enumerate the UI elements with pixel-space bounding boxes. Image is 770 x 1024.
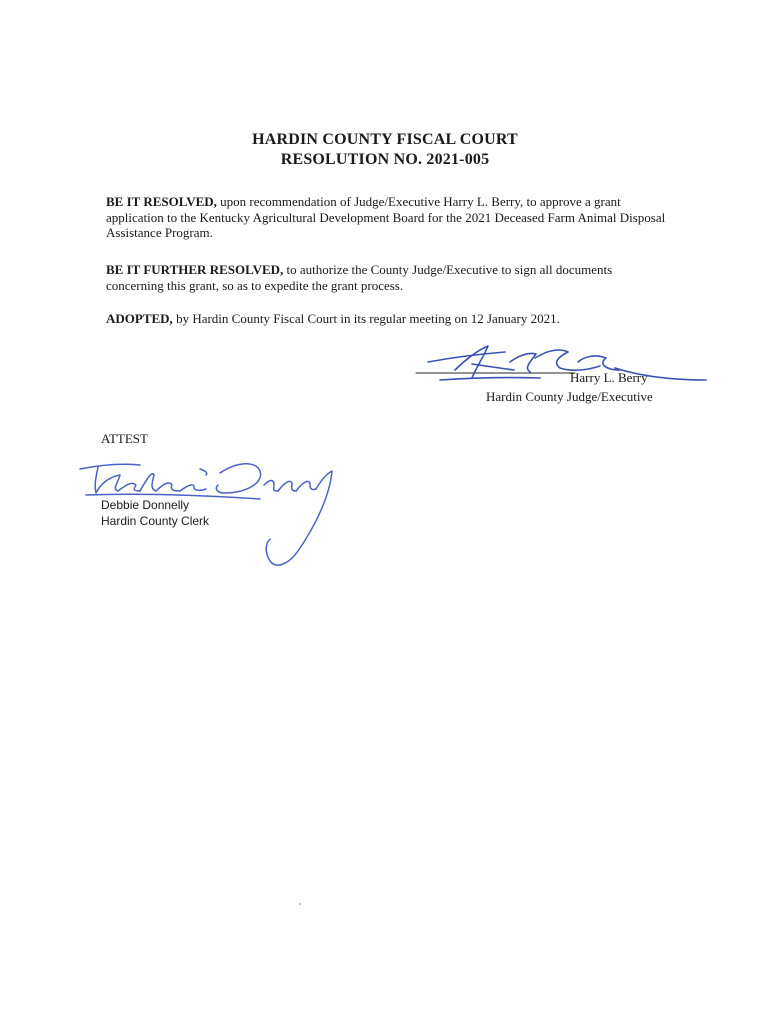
resolution-number: RESOLUTION NO. 2021-005: [280, 151, 490, 168]
scan-speck: [299, 903, 301, 905]
judge-name: Harry L. Berry: [570, 370, 648, 385]
judge-signature: [410, 340, 710, 395]
judge-title: Hardin County Judge/Executive: [486, 389, 653, 404]
clerk-name: Debbie Donnelly: [101, 498, 190, 512]
document-title: HARDIN COUNTY FISCAL COURT: [252, 131, 518, 148]
paragraph-lead: ADOPTED,: [106, 311, 173, 326]
paragraph-lead: BE IT RESOLVED,: [106, 194, 217, 209]
paragraph-lead: BE IT FURTHER RESOLVED,: [106, 262, 284, 277]
clerk-title: Hardin County Clerk: [101, 514, 210, 528]
document-header: [0, 130, 770, 170]
resolution-paragraph: [106, 194, 666, 241]
attest-label: ATTEST: [101, 431, 148, 446]
paragraph-text: by Hardin County Fiscal Court in its regular meeting on 12 January 2021.: [172, 311, 560, 326]
paragraph-text: to authorize the County Judge/Executive to sign all documents concerning this grant, so as to expedite the grant process.: [106, 262, 613, 293]
paragraph-text: upon recommendation of Judge/Executive Harry L. Berry, to approve a grant application to the Kentucky Agricultural Development Board for the 2021 Deceased Farm Animal Disposal Assistance Program.: [106, 194, 666, 240]
adopted-paragraph: [106, 311, 666, 327]
further-resolved-paragraph: [106, 262, 666, 293]
